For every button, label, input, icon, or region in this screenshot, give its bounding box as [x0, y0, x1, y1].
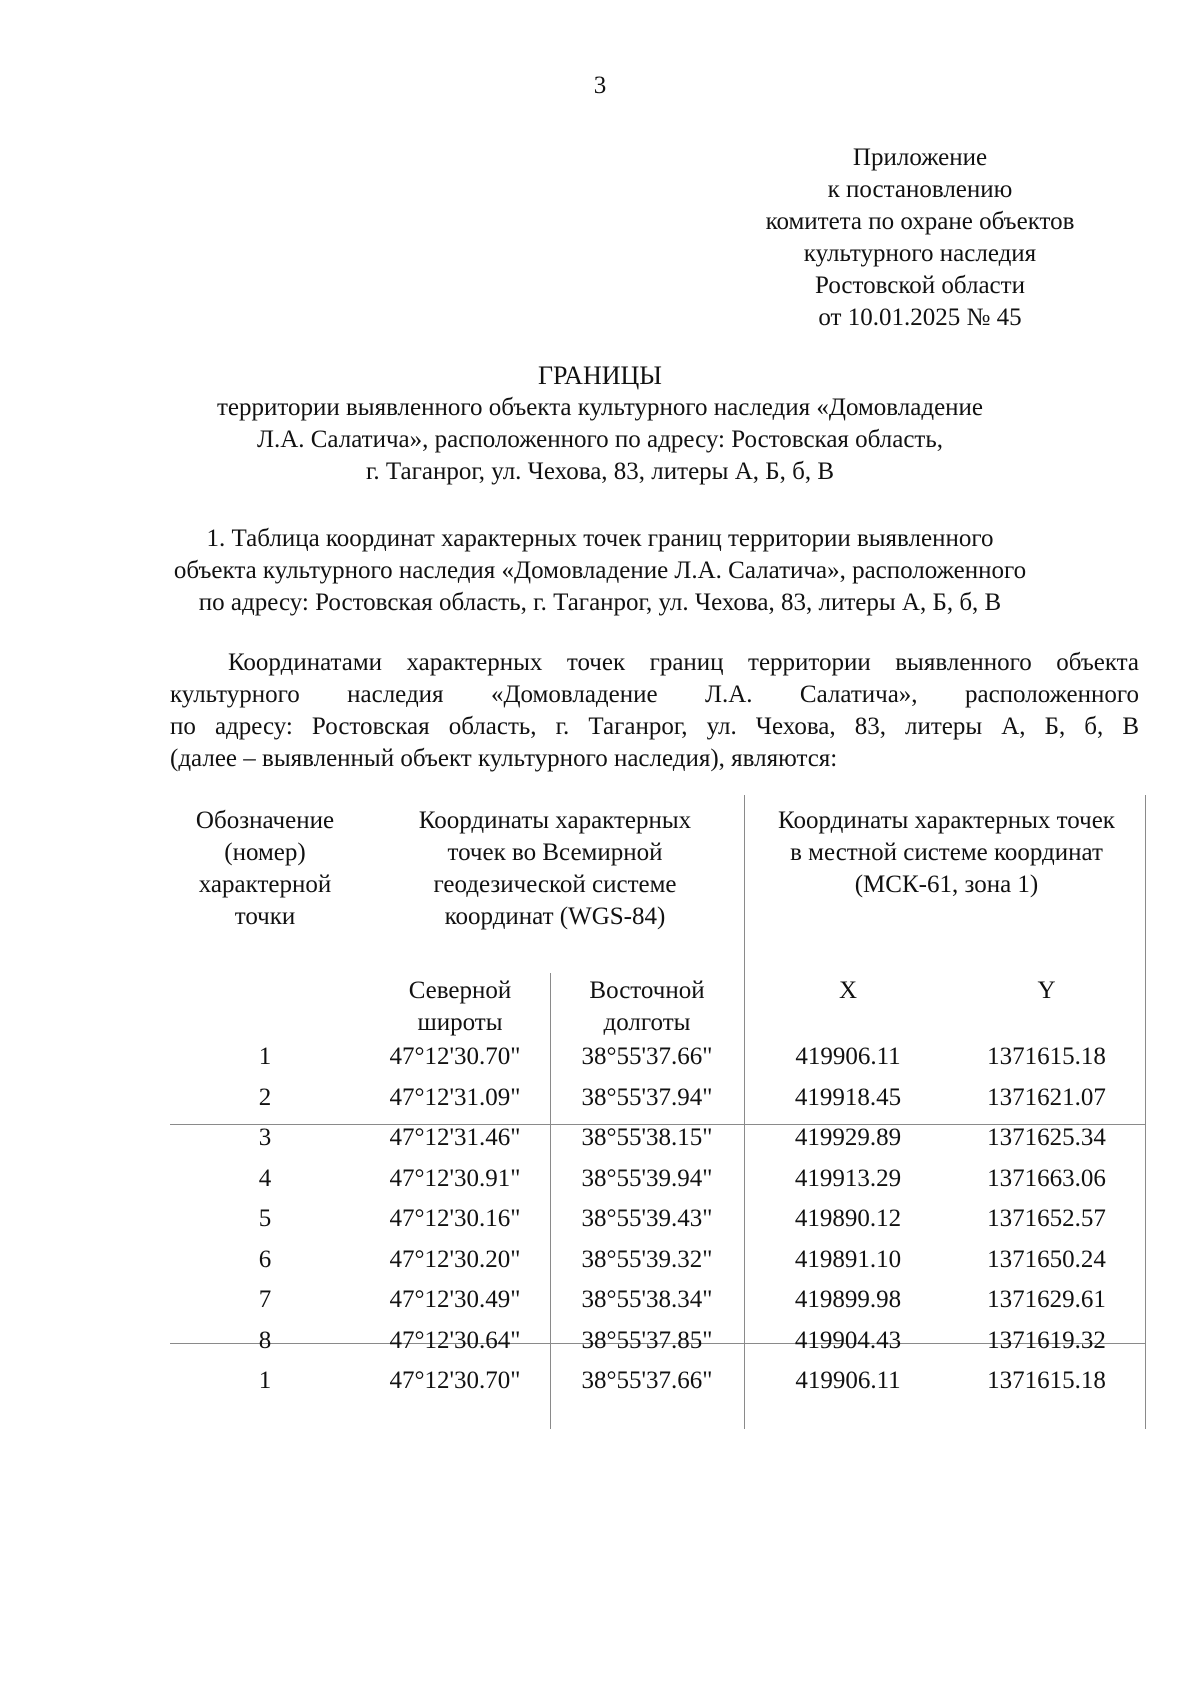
paragraph-line: культурного наследия «Домовладение Л.А. Салатича», расположенного [170, 681, 1139, 708]
header-text: характерной [198, 871, 332, 898]
appendix-block [700, 142, 1140, 334]
paragraph-line: Координатами характерных точек границ территории выявленного объекта [228, 649, 1139, 676]
header-text: Y [1037, 977, 1056, 1004]
section-title [0, 523, 1200, 619]
cell-point-number: 8 [258, 1326, 272, 1354]
cell-x: 419899.98 [794, 1286, 902, 1313]
cell-point-number: 7 [258, 1286, 272, 1313]
cell-latitude: 47°12'30.16" [389, 1205, 521, 1232]
cell-latitude: 47°12'31.09" [389, 1083, 521, 1111]
table-row [170, 1278, 1145, 1322]
cell-longitude: 38°55'37.85" [581, 1326, 713, 1354]
table-divider [1145, 795, 1146, 1429]
cell-longitude: 38°55'37.66" [581, 1367, 713, 1394]
table-row [170, 1116, 1145, 1160]
header-point-designation [170, 805, 360, 933]
cell-point-number: 2 [258, 1083, 272, 1111]
header-text: (номер) [224, 839, 306, 866]
cell-latitude: 47°12'30.91" [389, 1164, 521, 1192]
appendix-line: культурного наследия [803, 240, 1037, 267]
cell-longitude: 38°55'38.34" [581, 1286, 713, 1313]
cell-longitude: 38°55'37.66" [581, 1043, 713, 1070]
header-msk61 [748, 805, 1145, 901]
table-row [170, 1076, 1145, 1120]
header-text: X [838, 977, 858, 1004]
table-row [170, 1319, 1145, 1363]
section-title-line: 1. Таблица координат характерных точек границ территории выявленного [206, 525, 994, 552]
cell-y: 1371625.34 [987, 1124, 1106, 1151]
table-row [170, 1197, 1145, 1241]
header-text: Обозначение [195, 807, 335, 834]
paragraph-line: (далее – выявленный объект культурного наследия), являются: [170, 745, 838, 772]
cell-y: 1371663.06 [987, 1164, 1106, 1192]
cell-longitude: 38°55'37.94" [581, 1083, 713, 1111]
cell-point-number: 1 [258, 1367, 272, 1394]
cell-x: 419918.45 [794, 1083, 902, 1111]
paragraph-line: по адресу: Ростовская область, г. Таганрог, ул. Чехова, 83, литеры А, Б, б, В [170, 713, 1139, 740]
cell-longitude: 38°55'39.32" [581, 1245, 713, 1273]
cell-x: 419906.11 [795, 1367, 901, 1394]
cell-y: 1371619.32 [987, 1326, 1106, 1354]
cell-y: 1371615.18 [987, 1367, 1106, 1394]
cell-longitude: 38°55'39.94" [581, 1164, 713, 1192]
subheader-x [748, 975, 948, 1007]
cell-latitude: 47°12'30.20" [389, 1245, 521, 1273]
header-text: широты [417, 1009, 503, 1036]
cell-latitude: 47°12'30.64" [389, 1326, 521, 1354]
coordinates-table [170, 795, 1145, 1435]
header-text: Восточной [589, 977, 705, 1004]
header-wgs84 [370, 805, 740, 933]
cell-longitude: 38°55'39.43" [581, 1205, 713, 1232]
cell-x: 419929.89 [794, 1124, 902, 1151]
header-text: (МСК-61, зона 1) [854, 871, 1039, 898]
cell-point-number: 5 [258, 1205, 272, 1232]
cell-y: 1371621.07 [987, 1083, 1106, 1111]
table-row [170, 1238, 1145, 1282]
cell-latitude: 47°12'30.49" [389, 1286, 521, 1313]
cell-point-number: 1 [258, 1043, 272, 1070]
cell-latitude: 47°12'31.46" [389, 1124, 521, 1151]
page-number: 3 [593, 72, 607, 99]
cell-x: 419890.12 [794, 1205, 902, 1232]
table-row [170, 1359, 1145, 1403]
appendix-line: Ростовской области [815, 272, 1025, 299]
header-text: Координаты характерных точек [778, 807, 1115, 834]
cell-y: 1371629.61 [987, 1286, 1106, 1313]
cell-latitude: 47°12'30.70" [389, 1367, 521, 1394]
cell-x: 419913.29 [794, 1164, 902, 1192]
title-line: Л.А. Салатича», расположенного по адресу: Ростовская область, [256, 426, 944, 453]
appendix-line: комитета по охране объектов [765, 208, 1075, 235]
appendix-line: к постановлению [827, 176, 1013, 203]
subheader-north [370, 975, 550, 1039]
cell-y: 1371650.24 [987, 1245, 1106, 1273]
cell-x: 419906.11 [795, 1043, 901, 1070]
document-title [0, 360, 1200, 488]
cell-longitude: 38°55'38.15" [581, 1124, 713, 1151]
section-title-line: по адресу: Ростовская область, г. Таганрог, ул. Чехова, 83, литеры А, Б, б, В [198, 589, 1002, 616]
header-text: точки [234, 903, 296, 930]
appendix-date-number: от 10.01.2025 № 45 [818, 304, 1022, 331]
subheader-east [550, 975, 744, 1039]
header-text: точек во Всемирной [447, 839, 663, 866]
title-line: территории выявленного объекта культурного наследия «Домовладение [216, 394, 984, 421]
cell-y: 1371652.57 [987, 1205, 1106, 1232]
header-text: геодезической системе [433, 871, 677, 898]
section-title-line: объекта культурного наследия «Домовладение Л.А. Салатича», расположенного [173, 557, 1027, 584]
appendix-line: Приложение [852, 144, 988, 171]
header-text: в местной системе координат [790, 839, 1103, 866]
cell-x: 419904.43 [794, 1326, 902, 1354]
cell-point-number: 3 [258, 1124, 272, 1151]
intro-paragraph [170, 647, 1139, 775]
title-line: г. Таганрог, ул. Чехова, 83, литеры А, Б, б, В [365, 458, 835, 485]
subheader-y [948, 975, 1145, 1007]
table-row [170, 1035, 1145, 1079]
cell-point-number: 4 [258, 1164, 272, 1192]
cell-x: 419891.10 [794, 1245, 902, 1273]
cell-y: 1371615.18 [987, 1043, 1106, 1070]
title-heading: ГРАНИЦЫ [538, 361, 662, 390]
header-text: координат (WGS-84) [444, 903, 666, 930]
cell-point-number: 6 [258, 1245, 272, 1273]
header-text: долготы [603, 1009, 691, 1036]
cell-latitude: 47°12'30.70" [389, 1043, 521, 1070]
table-row [170, 1157, 1145, 1201]
header-text: Координаты характерных [418, 807, 692, 834]
header-text: Северной [408, 977, 512, 1004]
